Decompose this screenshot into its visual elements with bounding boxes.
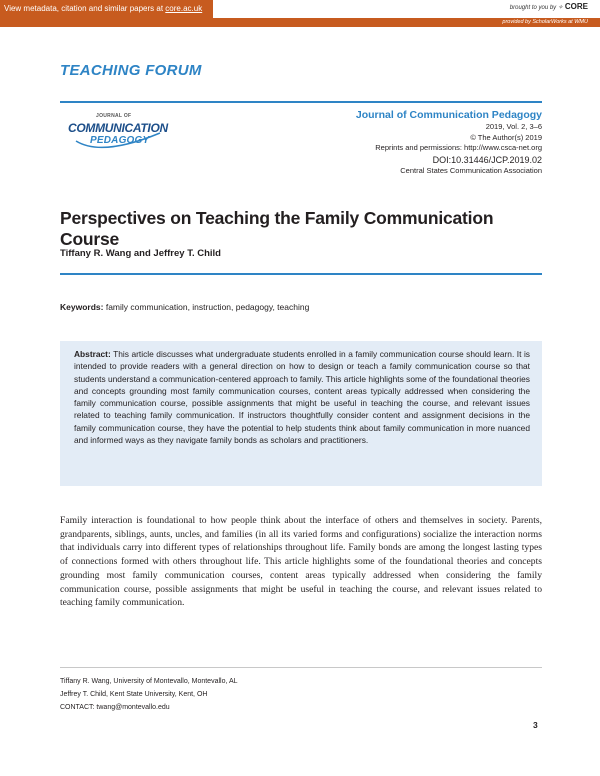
affiliation-2: Jeffrey T. Child, Kent State University, Kent, OH (60, 691, 208, 698)
journal-doi: DOI:10.31446/JCP.2019.02 (432, 154, 542, 165)
logo-small-text: JOURNAL OF (96, 113, 132, 119)
journal-meta (356, 108, 542, 176)
article-authors: Tiffany R. Wang and Jeffrey T. Child (60, 248, 221, 259)
core-link[interactable]: core.ac.uk (165, 4, 203, 13)
footnotes (60, 675, 238, 714)
keywords (60, 302, 309, 312)
authors-divider (60, 273, 542, 275)
core-link-prefix: View metadata, citation and similar papers at (4, 4, 166, 13)
logo-line2: PEDAGOGY (90, 135, 150, 146)
provided-by-bar (0, 18, 600, 27)
contact-email[interactable]: CONTACT: twang@montevallo.edu (60, 704, 170, 711)
logo-swoosh-icon (62, 111, 170, 163)
journal-copyright: © The Author(s) 2019 (470, 132, 542, 142)
core-attribution[interactable] (510, 2, 588, 11)
provided-by-text[interactable]: provided by ScholarWorks at WMU (502, 19, 588, 25)
brought-by-text: brought to you by (509, 5, 557, 11)
core-banner (0, 0, 600, 18)
journal-volume: 2019, Vol. 2, 3–6 (485, 122, 542, 131)
keywords-list: family communication, instruction, pedagogy, teaching (105, 302, 310, 312)
section-label: TEACHING FORUM (60, 62, 202, 79)
journal-reprints: Reprints and permissions: http://www.csca-net.org (375, 143, 542, 152)
abstract-label: Abstract: (74, 349, 111, 359)
core-logo: CORE (564, 2, 588, 11)
journal-logo (62, 111, 170, 163)
header-divider (60, 101, 542, 103)
abstract-text: This article discusses what undergraduate students enrolled in a family communication course should learn. It is intended to provide readers with a general direction on how to design or teach a family communication course so that students understand a communication-centered approach to family. This article highlights some of the foundational theories and concepts grounding most family communication courses, content areas typically addressed when considering the family communication course, possible assignments that might be useful in teaching the course, and relevant issues related to teaching family communication. If instructors thoughtfully consider content and assignment decisions in the family communication course, they have the potential to help students think about family communication in more nuanced and informed ways as they navigate family bonds as scholars and practitioners. (74, 349, 530, 446)
footnote-divider (60, 667, 542, 668)
core-logo-icon: ✧ (557, 5, 563, 11)
body-paragraph: Family interaction is foundational to how people think about the interface of others and themselves in society. Parents, grandparents, siblings, aunts, uncles, and families (in all its varied forms and configurations) socialize the interaction norms that individuals carry into different types of relationships throughout life. Family bonds are among the longest lasting types of connections formed with others throughout life. This article highlights some of the foundational theories and concepts grounding most family communication courses, content areas typically addressed when considering the family communication course, possible assignments that might be useful in teaching the course, and relevant issues related to teaching family communication. (60, 515, 542, 609)
journal-association: Central States Communication Association (400, 165, 542, 175)
logo-line1: COMMUNICATION (68, 121, 168, 135)
core-metadata-link[interactable] (0, 0, 213, 18)
abstract (74, 348, 530, 446)
abstract-box (60, 341, 542, 486)
keywords-label: Keywords: (60, 302, 104, 312)
affiliation-1: Tiffany R. Wang, University of Montevallo, Montevallo, AL (60, 678, 238, 685)
journal-name: Journal of Communication Pedagogy (355, 109, 542, 121)
page-number: 3 (533, 720, 538, 730)
article-title: Perspectives on Teaching the Family Communication Course (60, 208, 494, 249)
